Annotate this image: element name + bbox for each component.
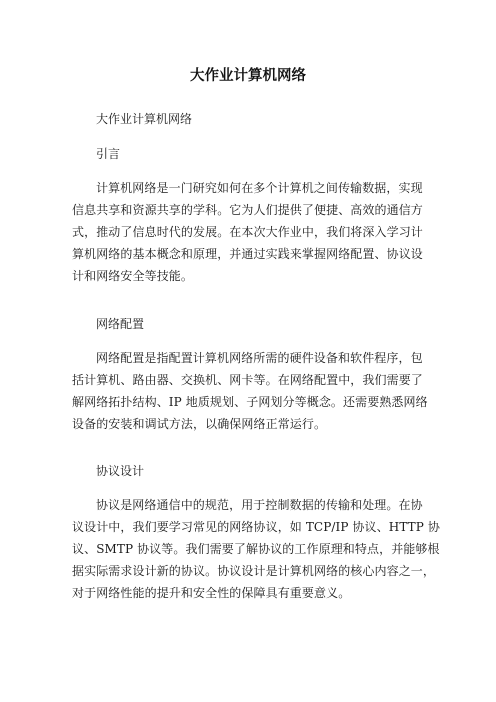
text-line: 对于网络性能的提升和安全性的保障具有重要意义。 — [72, 586, 351, 600]
text-line: 设备的安装和调试方法，以确保网络正常运行。 — [72, 417, 327, 431]
text-line: 计和网络安全等技能。 — [72, 269, 194, 283]
text-line: 网络配置是指配置计算机网络所需的硬件设备和软件程序，包 — [96, 351, 423, 365]
section-body-network-config — [72, 347, 434, 435]
section-heading-intro: 引言 — [96, 147, 121, 161]
text-line: 协议是网络通信中的规范，用于控制数据的传输和处理。在协 — [96, 498, 423, 512]
section-heading-network-config: 网络配置 — [96, 317, 145, 331]
text-line: 议设计中，我们要学习常见的网络协议，如 TCP/IP 协议、HTTP 协 — [72, 520, 440, 534]
text-line: 算机网络的基本概念和原理，并通过实践来掌握网络配置、协议设 — [72, 247, 423, 261]
text-line: 解网络拓扑结构、IP 地质规划、子网划分等概念。还需要熟悉网络 — [72, 395, 428, 409]
document-title: 大作业计算机网络 — [190, 68, 306, 84]
text-line: 括计算机、路由器、交换机、网卡等。在网络配置中，我们需要了 — [72, 373, 423, 387]
section-heading-protocol-design: 协议设计 — [96, 464, 145, 478]
document-subtitle: 大作业计算机网络 — [96, 112, 193, 126]
text-line: 式，推动了信息时代的发展。在本次大作业中，我们将深入学习计 — [72, 225, 423, 239]
text-line: 计算机网络是一门研究如何在多个计算机之间传输数据，实现 — [96, 181, 423, 195]
text-line: 据实际需求设计新的协议。协议设计是计算机网络的核心内容之一， — [72, 564, 436, 578]
text-line: 信息共享和资源共享的学科。它为人们提供了便捷、高效的通信方 — [72, 203, 423, 217]
section-body-protocol-design — [72, 494, 440, 604]
section-body-intro — [72, 177, 434, 287]
text-line: 议、SMTP 协议等。我们需要了解协议的工作原理和特点，并能够根 — [72, 542, 440, 556]
